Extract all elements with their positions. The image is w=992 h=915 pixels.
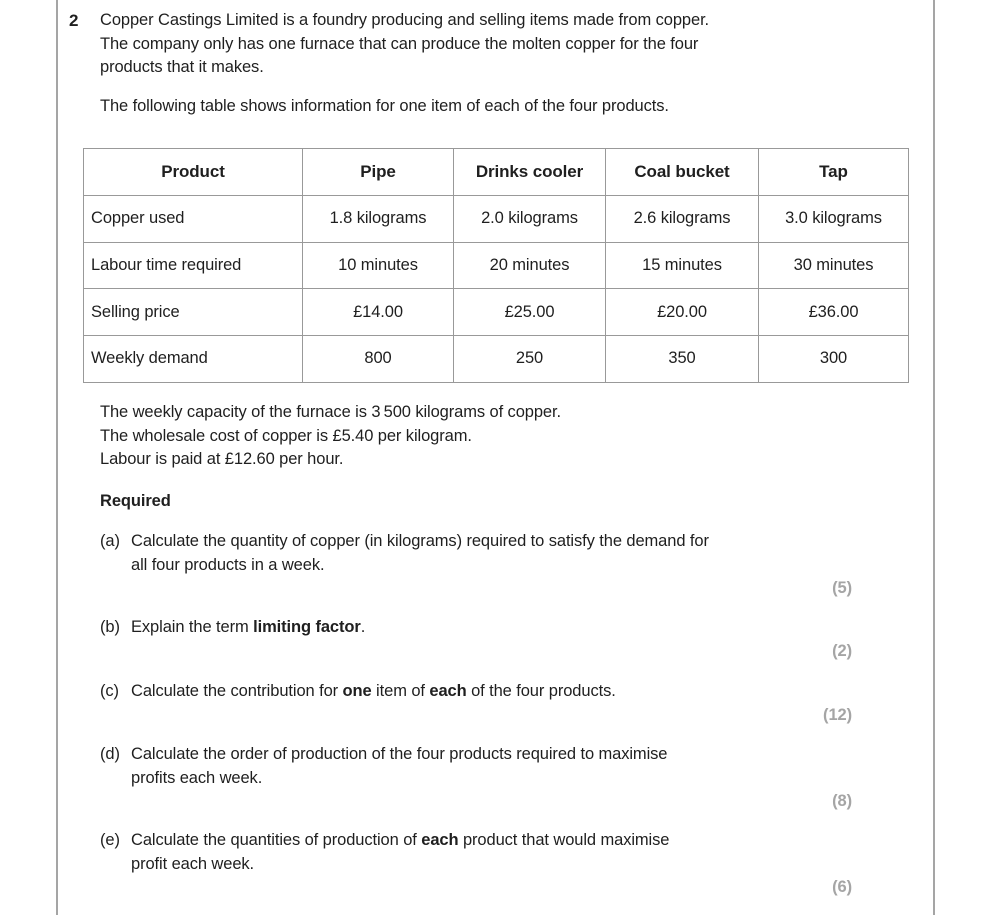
table-cell: 300: [759, 336, 909, 383]
required-heading: Required: [100, 492, 171, 510]
part-line: [100, 530, 852, 554]
table-header-cell: Drinks cooler: [454, 149, 606, 196]
part-marks: (6): [832, 878, 852, 896]
question-number: 2: [69, 11, 79, 30]
question-part-e: [100, 829, 852, 900]
table-cell: £20.00: [606, 289, 759, 336]
question-part-c: [100, 680, 852, 727]
part-line: [100, 680, 852, 704]
table-row-label: Weekly demand: [84, 336, 303, 383]
table-cell: 1.8 kilograms: [303, 195, 454, 242]
table-cell: £25.00: [454, 289, 606, 336]
part-label: (d): [100, 745, 120, 763]
table-row-label: Selling price: [84, 289, 303, 336]
table-row-label: Labour time required: [84, 242, 303, 289]
parts-area: [100, 0, 852, 915]
part-marks: (5): [832, 579, 852, 597]
table-cell: 350: [606, 336, 759, 383]
part-text: all four products in a week.: [131, 555, 325, 574]
part-text: Calculate the order of production of the four products required to maximise: [131, 745, 668, 763]
part-label: [100, 767, 131, 791]
table-cell: £36.00: [759, 289, 909, 336]
part-line: [100, 853, 852, 877]
table-cell: 3.0 kilograms: [759, 195, 909, 242]
table-header-cell: Product: [84, 149, 303, 196]
part-text: profits each week.: [131, 768, 263, 787]
part-text: Calculate the quantity of copper (in kilograms) required to satisfy the demand for: [131, 532, 709, 550]
part-marks: (2): [832, 641, 852, 660]
part-label: (a): [100, 532, 120, 550]
table-cell: 15 minutes: [606, 242, 759, 289]
question-part-d: [100, 743, 852, 814]
part-text: Calculate the quantities of production of each product that would maximise: [131, 831, 670, 849]
table-header-cell: Tap: [759, 149, 909, 196]
intro-line: Copper Castings Limited is a foundry producing and selling items made from copper.: [100, 11, 710, 29]
part-line: [100, 616, 852, 640]
intro-line: The company only has one furnace that can produce the molten copper for the four: [100, 34, 699, 53]
table-cell: £14.00: [303, 289, 454, 336]
part-text: Explain the term limiting factor.: [131, 618, 366, 636]
part-line: [100, 767, 852, 791]
part-text: Calculate the contribution for one item of each of the four products.: [131, 682, 616, 700]
part-line: [100, 554, 852, 578]
capacity-line: Labour is paid at £12.60 per hour.: [100, 450, 344, 468]
part-marks: (8): [832, 792, 852, 810]
part-label: (b): [100, 618, 120, 636]
table-cell: 800: [303, 336, 454, 383]
table-cell: 250: [454, 336, 606, 383]
table-row-label: Copper used: [84, 195, 303, 242]
part-label: [100, 853, 131, 877]
part-marks: (12): [823, 705, 852, 724]
part-text: profit each week.: [131, 854, 255, 873]
table-note: The following table shows information for one item of each of the four products.: [100, 97, 669, 115]
table-cell: 30 minutes: [759, 242, 909, 289]
table-cell: 2.6 kilograms: [606, 195, 759, 242]
table-header-cell: Coal bucket: [606, 149, 759, 196]
part-line: [100, 743, 852, 767]
part-label: (e): [100, 831, 120, 849]
capacity-line: The wholesale cost of copper is £5.40 per kilogram.: [100, 426, 472, 445]
part-label: [100, 554, 131, 578]
part-label: (c): [100, 682, 119, 700]
part-line: [100, 829, 852, 853]
intro-line: products that it makes.: [100, 58, 264, 76]
table-cell: 20 minutes: [454, 242, 606, 289]
capacity-line: The weekly capacity of the furnace is 3 500 kilograms of copper.: [100, 403, 561, 421]
table-cell: 2.0 kilograms: [454, 195, 606, 242]
question-part-b: [100, 616, 852, 663]
question-part-a: [100, 530, 852, 601]
table-header-cell: Pipe: [303, 149, 454, 196]
table-cell: 10 minutes: [303, 242, 454, 289]
